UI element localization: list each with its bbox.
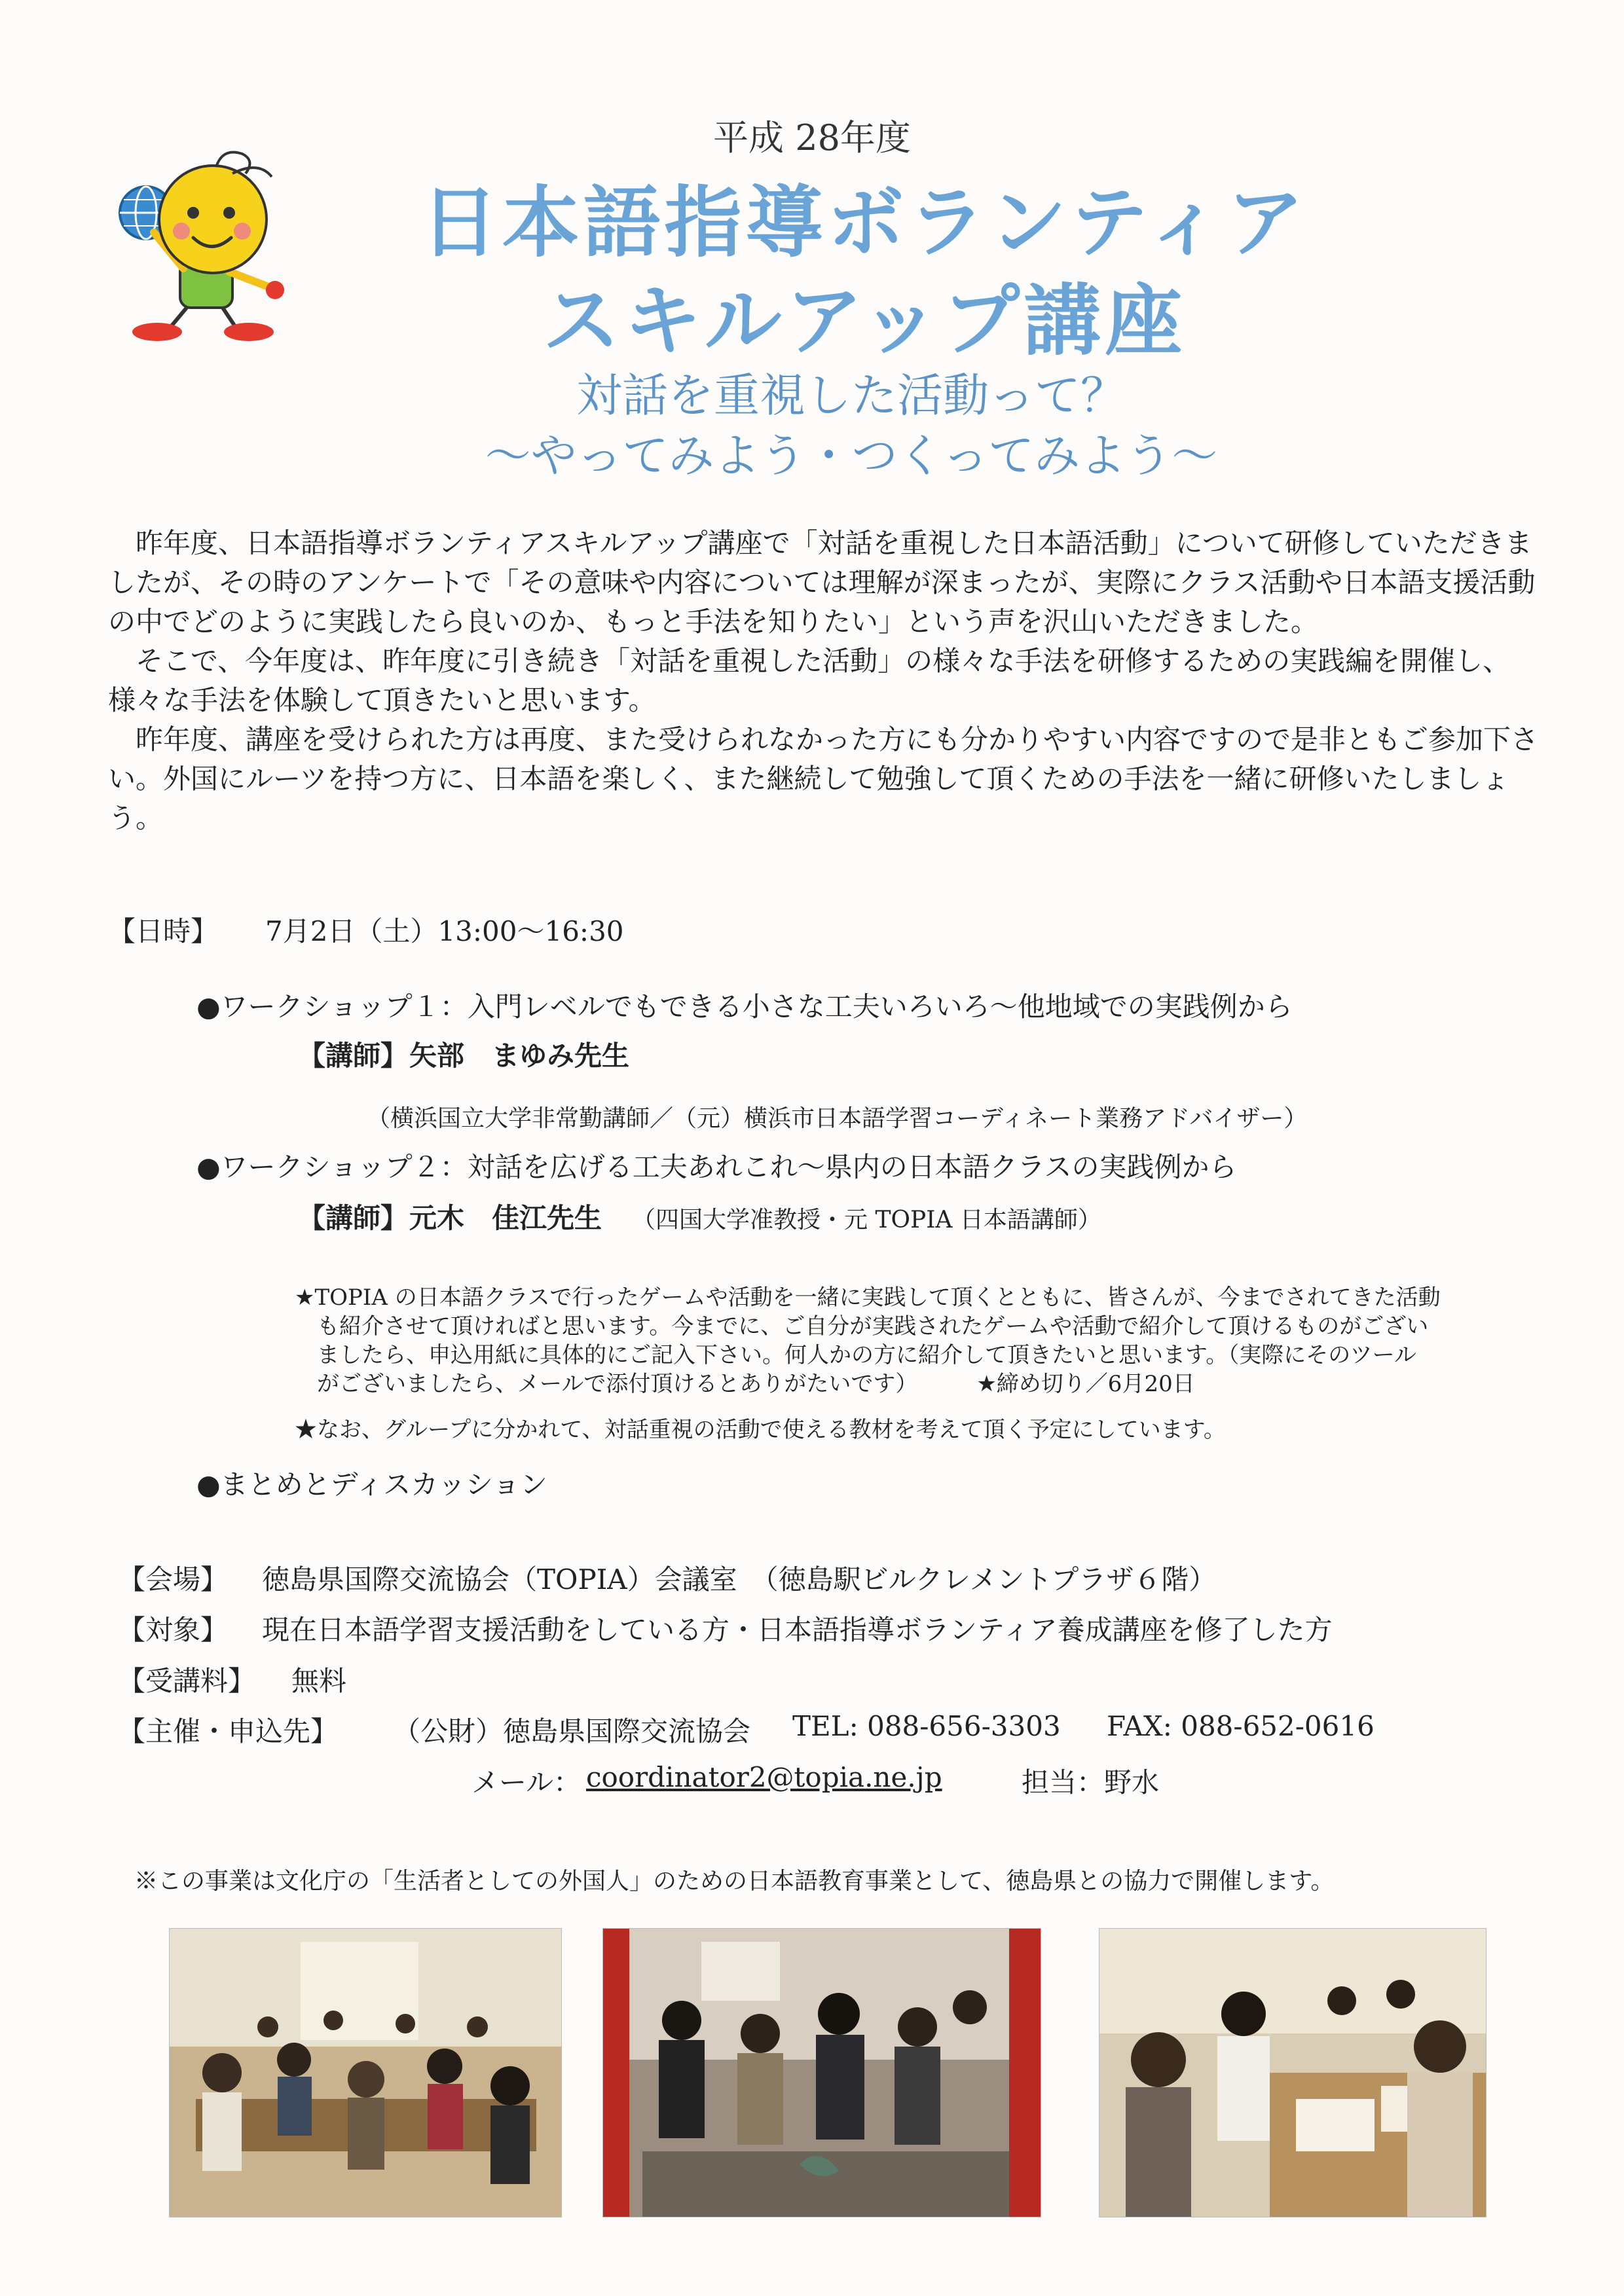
workshop-1-title: ●ワークショップ１：入門レベルでもできる小さな工夫いろいろ～他地域での実践例から <box>196 991 1293 1023</box>
workshop-2-affiliation: （四国大学准教授・元 TOPIA 日本語講師） <box>632 1207 1101 1233</box>
title-line-2: スキルアップ講座 <box>542 276 1187 366</box>
workshop-photo-classroom <box>169 1928 562 2217</box>
title-line-1: 日本語指導ボランティア <box>420 177 1308 268</box>
fee-label: 【受講料】 <box>118 1665 256 1697</box>
intro-text <box>108 524 1539 838</box>
intro-paragraph-1: 昨年度、日本語指導ボランティアスキルアップ講座で「対話を重視した日本語活動」について研修していただきましたが、その時のアンケートで「その意味や内容については理解が深まったが、実際にクラス活動や日本語支援活動の中でどのように実践したら良いのか、もっと手法を知りたい」という声を沢山いただきました。 <box>108 527 1536 638</box>
workshop-note-1 <box>295 1283 1539 1398</box>
footer-note: ※この事業は文化庁の「生活者としての外国人」のための日本語教育事業として、徳島県との協力で開催します。 <box>134 1868 1335 1895</box>
workshop-1-affiliation: （横浜国立大学非常勤講師／（元）横浜市日本語学習コーディネート業務アドバイザー） <box>367 1105 1308 1132</box>
organizer-fax: FAX: 088-652-0616 <box>1107 1710 1375 1742</box>
summary-discussion: ●まとめとディスカッション <box>196 1468 548 1501</box>
subtitle-line-1: 対話を重視した活動って？ <box>576 369 1126 422</box>
workshop-2-instructor-label: 【講師】 <box>298 1202 409 1234</box>
intro-paragraph-2: そこで、今年度は、昨年度に引き続き「対話を重視した活動」の様々な手法を研修するための実践編を開催し、様々な手法を体験して頂きたいと思います。 <box>108 645 1511 716</box>
workshop-1-instructor: 矢部 まゆみ先生 <box>409 1040 630 1072</box>
workshop-note-2: ★なお、グループに分かれて、対話重視の活動で使える教材を考えて頂く予定にしています。 <box>295 1417 1226 1443</box>
organizer-label: 【主催・申込先】 <box>118 1715 339 1747</box>
schedule-value: 7月2日（土）13:00～16:30 <box>265 915 624 947</box>
workshop-photo-shrine <box>602 1928 1041 2217</box>
fee-value: 無料 <box>291 1665 347 1697</box>
organizer-value: （公財）徳島県国際交流協会 <box>393 1715 751 1747</box>
email-link[interactable]: coordinator2@topia.ne.jp <box>586 1761 942 1793</box>
workshop-2-instructor: 元木 佳江先生 <box>409 1202 602 1234</box>
venue-value: 徳島県国際交流協会（TOPIA）会議室 （徳島駅ビルクレメントプラザ６階） <box>262 1563 1217 1595</box>
workshop-note-1-line-1: ★TOPIA の日本語クラスで行ったゲームや活動を一緒に実践して頂くとともに、皆さんが、今までされてきた活動 <box>295 1285 1441 1311</box>
workshop-photo-group <box>1099 1928 1486 2217</box>
fiscal-year: 平成 28年度 <box>713 117 911 158</box>
workshop-2-title: ●ワークショップ２：対話を広げる工夫あれこれ～県内の日本語クラスの実践例から <box>196 1151 1237 1183</box>
subtitle-line-2: ～やってみよう・つくってみよう～ <box>485 429 1218 483</box>
venue-label: 【会場】 <box>118 1563 229 1595</box>
organizer-tel: TEL: 088-656-3303 <box>792 1710 1061 1742</box>
email-label: メール： <box>471 1766 581 1798</box>
contact-person: 担当：野水 <box>1022 1766 1160 1798</box>
workshop-note-1-line-4: がございましたら、メールで添付頂けるとありがたいです） <box>317 1371 918 1397</box>
schedule-label: 【日時】 <box>108 915 219 947</box>
workshop-note-1-line-2: も紹介させて頂ければと思います。今までに、ご自分が実践されたゲームや活動で紹介して頂けるものがござい <box>317 1313 1429 1339</box>
target-value: 現在日本語学習支援活動をしている方・日本語指導ボランティア養成講座を修了した方 <box>262 1614 1333 1646</box>
deadline: ★締め切り／6月20日 <box>976 1371 1195 1397</box>
workshop-1-instructor-label: 【講師】 <box>298 1040 409 1072</box>
target-label: 【対象】 <box>118 1614 229 1646</box>
intro-paragraph-3: 昨年度、講座を受けられた方は再度、また受けられなかった方にも分かりやすい内容ですので是非ともご参加下さい。外国にルーツを持つ方に、日本語を楽しく、また継続して勉強して頂くための手法を一緒に研修いたしましょう。 <box>108 723 1539 834</box>
workshop-note-1-line-3: ましたら、申込用紙に具体的にご記入下さい。何人かの方に紹介して頂きたいと思います。（実際にそのツール <box>317 1342 1416 1368</box>
